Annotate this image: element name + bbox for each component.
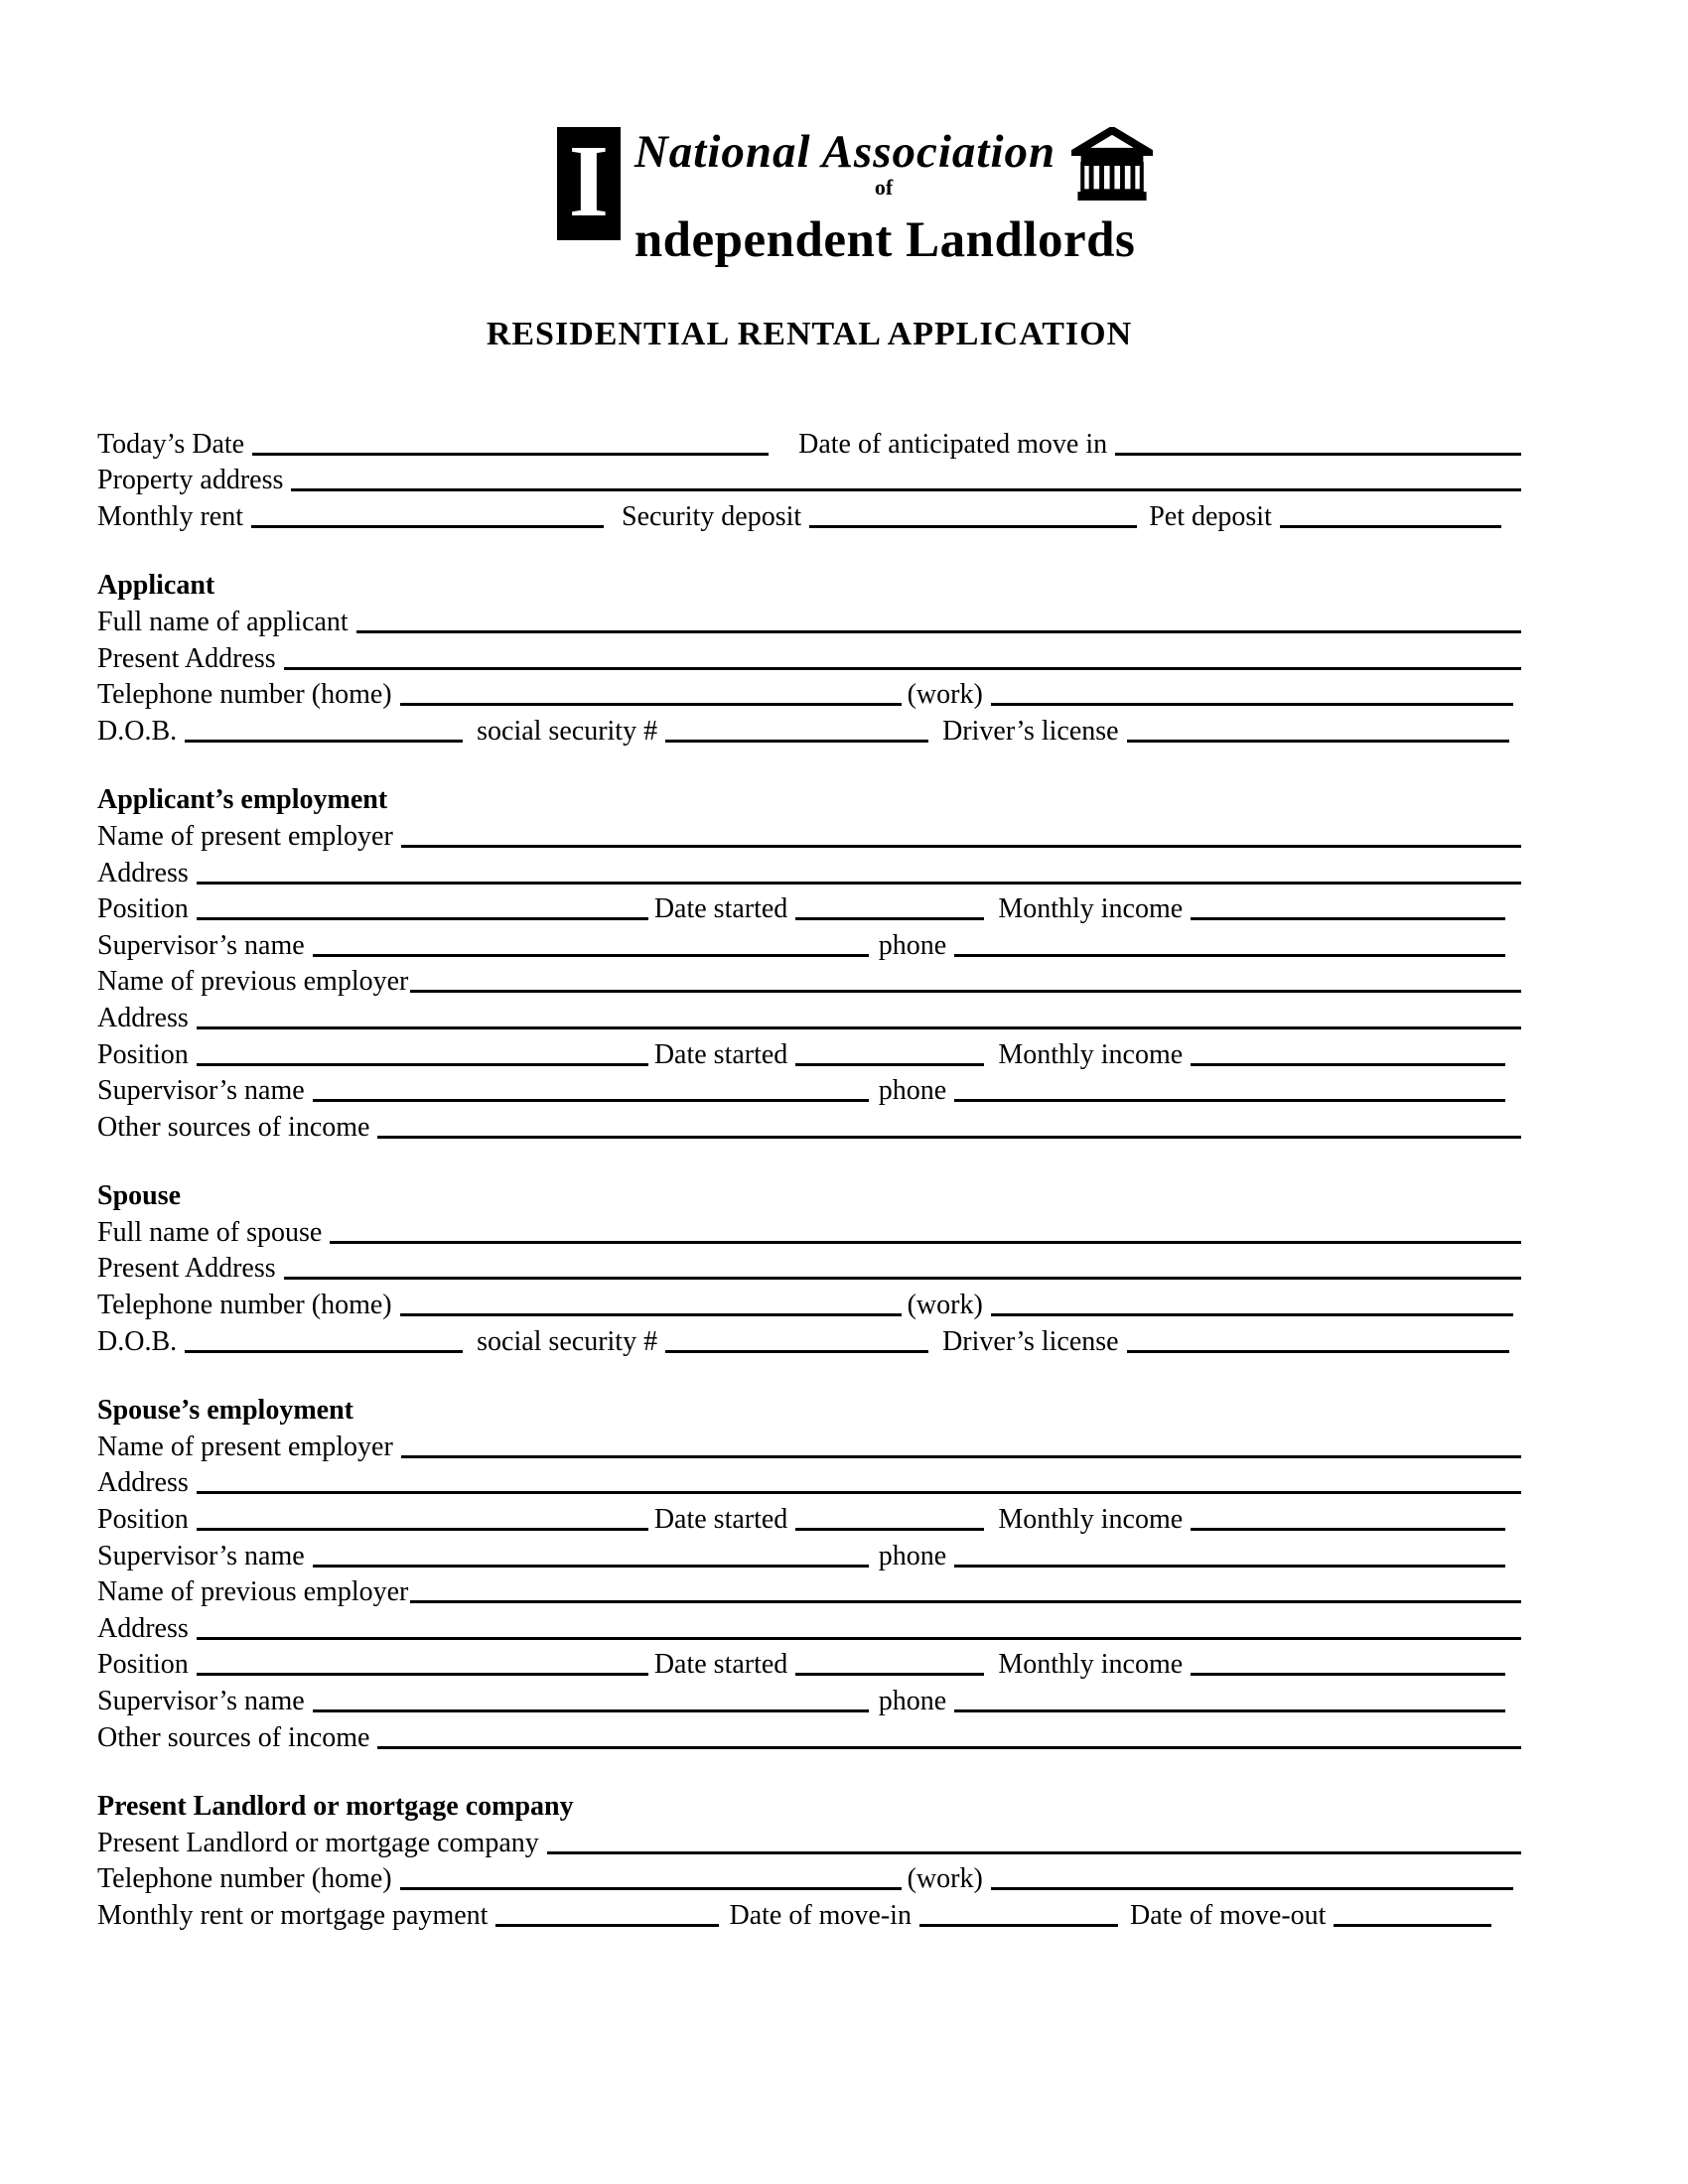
applicant-prev-position-field[interactable] [197, 1054, 648, 1066]
logo-of: of [874, 175, 894, 200]
form-row [97, 963, 1521, 1000]
applicant-prev-date-started-field[interactable] [795, 1054, 984, 1066]
security-deposit-field[interactable] [809, 516, 1137, 528]
applicant-supervisor-field[interactable] [313, 945, 869, 957]
applicant-previous-employer-field[interactable] [410, 981, 1521, 993]
form-row [97, 1108, 1521, 1145]
anticipated-move-in-field[interactable] [1115, 444, 1521, 456]
spouse-supervisor-phone-label: phone [878, 1540, 947, 1571]
monthly-rent-field[interactable] [251, 516, 604, 528]
form-row [97, 676, 1521, 713]
applicant-supervisor-label: Supervisor’s name [97, 929, 305, 961]
spouse-dob-label: D.O.B. [97, 1325, 178, 1357]
pet-deposit-field[interactable] [1280, 516, 1501, 528]
applicant-prev-supervisor-phone-field[interactable] [954, 1090, 1505, 1102]
applicant-prev-employer-address-label: Address [97, 1002, 189, 1033]
landlord-company-label: Present Landlord or mortgage company [97, 1827, 539, 1858]
applicant-drivers-license-field[interactable] [1127, 731, 1509, 743]
spouse-prev-position-label: Position [97, 1649, 189, 1681]
spouse-phone-home-field[interactable] [400, 1304, 902, 1316]
rental-application-form [97, 425, 1521, 1933]
form-row [97, 1718, 1521, 1755]
applicant-other-income-field[interactable] [377, 1127, 1521, 1139]
applicant-phone-work-label: (work) [907, 679, 983, 711]
logo-initial: I [568, 124, 610, 238]
logo-name-bottom: ndependent Landlords [633, 212, 1136, 268]
form-row [97, 1250, 1521, 1287]
applicant-monthly-income-label: Monthly income [998, 893, 1184, 925]
property-address-field[interactable] [291, 479, 1521, 491]
applicant-ssn-label: social security # [477, 715, 658, 747]
spouse-prev-supervisor-label: Supervisor’s name [97, 1686, 305, 1716]
form-row [97, 712, 1521, 749]
landlord-company-field[interactable] [547, 1843, 1521, 1854]
applicant-dob-label: D.O.B. [97, 715, 178, 747]
spouse-prev-date-started-field[interactable] [795, 1664, 984, 1676]
landlord-monthly-payment-label: Monthly rent or mortgage payment [97, 1899, 489, 1931]
anticipated-move-in-label: Date of anticipated move in [798, 428, 1108, 460]
spouse-position-label: Position [97, 1504, 189, 1536]
spouse-other-income-label: Other sources of income [97, 1721, 370, 1753]
form-row [97, 1609, 1521, 1646]
landlord-phone-home-field[interactable] [400, 1878, 902, 1890]
spouse-drivers-license-field[interactable] [1127, 1341, 1509, 1353]
applicant-present-employer-label: Name of present employer [97, 820, 393, 852]
todays-date-label: Today’s Date [97, 428, 245, 460]
spouse-full-name-field[interactable] [330, 1232, 1521, 1244]
form-row [97, 926, 1521, 963]
spouse-phone-home-label: Telephone number (home) [97, 1290, 392, 1321]
spouse-prev-supervisor-phone-label: phone [878, 1686, 947, 1716]
form-row [97, 1464, 1521, 1501]
monthly-rent-label: Monthly rent [97, 500, 243, 532]
spouse-other-income-field[interactable] [377, 1737, 1521, 1749]
applicant-full-name-label: Full name of applicant [97, 606, 349, 637]
logo [0, 124, 1688, 268]
form-row [97, 1537, 1521, 1573]
applicant-date-started-label: Date started [653, 893, 788, 925]
applicant-present-address-field[interactable] [284, 658, 1521, 670]
applicant-prev-position-label: Position [97, 1038, 189, 1070]
applicant-position-field[interactable] [197, 908, 648, 920]
form-row [97, 781, 1521, 818]
form-row [97, 1428, 1521, 1464]
spouse-present-employer-field[interactable] [401, 1446, 1521, 1458]
applicant-section-heading: Applicant [97, 570, 215, 602]
applicant-position-label: Position [97, 893, 189, 925]
logo-lockup [557, 124, 1153, 268]
form-row [97, 1788, 1521, 1825]
spouse-previous-employer-field[interactable] [410, 1591, 1521, 1603]
applicant-prev-supervisor-label: Supervisor’s name [97, 1075, 305, 1107]
applicant-monthly-income-field[interactable] [1191, 908, 1505, 920]
spouse-position-field[interactable] [197, 1519, 648, 1531]
spouse-present-address-field[interactable] [284, 1268, 1521, 1280]
form-row [97, 1860, 1521, 1897]
applicant-supervisor-phone-field[interactable] [954, 945, 1505, 957]
form-row [97, 1682, 1521, 1718]
applicant-ssn-field[interactable] [665, 731, 928, 743]
spouse-prev-employer-address-field[interactable] [197, 1628, 1521, 1640]
applicant-phone-home-field[interactable] [400, 694, 902, 706]
form-row [97, 1213, 1521, 1250]
spouse-prev-employer-address-label: Address [97, 1612, 189, 1644]
spouse-supervisor-phone-field[interactable] [954, 1556, 1505, 1568]
landlord-phone-work-field[interactable] [991, 1878, 1513, 1890]
spouse-dob-field[interactable] [185, 1341, 463, 1353]
spouse-prev-position-field[interactable] [197, 1664, 648, 1676]
form-row [97, 1286, 1521, 1322]
spouse-employment-section-heading: Spouse’s employment [97, 1395, 353, 1427]
landlord-section-heading: Present Landlord or mortgage company [97, 1791, 574, 1823]
spouse-drivers-license-label: Driver’s license [942, 1325, 1119, 1357]
form-row [97, 1573, 1521, 1610]
spouse-previous-employer-label: Name of previous employer [97, 1576, 409, 1608]
landlord-move-out-label: Date of move-out [1129, 1899, 1327, 1931]
logo-text [634, 127, 1153, 266]
form-row [97, 497, 1521, 534]
landlord-move-in-label: Date of move-in [729, 1899, 912, 1931]
applicant-prev-supervisor-field[interactable] [313, 1090, 869, 1102]
form-row [97, 567, 1521, 604]
spouse-prev-monthly-income-label: Monthly income [998, 1649, 1184, 1681]
applicant-prev-monthly-income-label: Monthly income [998, 1038, 1184, 1070]
form-row [97, 1322, 1521, 1359]
landlord-phone-work-label: (work) [907, 1863, 983, 1895]
landlord-monthly-payment-field[interactable] [495, 1915, 719, 1927]
applicant-prev-monthly-income-field[interactable] [1191, 1054, 1505, 1066]
form-row [97, 1824, 1521, 1860]
spouse-phone-work-label: (work) [907, 1290, 983, 1321]
form-row [97, 425, 1521, 462]
form-row [97, 1177, 1521, 1214]
spouse-present-employer-label: Name of present employer [97, 1431, 393, 1462]
spouse-full-name-label: Full name of spouse [97, 1216, 323, 1248]
spouse-prev-supervisor-phone-field[interactable] [954, 1701, 1505, 1712]
property-address-label: Property address [97, 465, 284, 496]
spouse-prev-monthly-income-field[interactable] [1191, 1664, 1505, 1676]
form-row [97, 999, 1521, 1035]
form-row [97, 1035, 1521, 1072]
applicant-previous-employer-label: Name of previous employer [97, 966, 409, 998]
form-row [97, 603, 1521, 639]
applicant-employer-address-label: Address [97, 857, 189, 888]
spouse-monthly-income-label: Monthly income [998, 1504, 1184, 1536]
form-row [97, 1392, 1521, 1429]
form-row [97, 854, 1521, 890]
applicant-supervisor-phone-label: phone [878, 929, 947, 961]
landlord-move-in-field[interactable] [919, 1915, 1118, 1927]
applicant-prev-date-started-label: Date started [653, 1038, 788, 1070]
applicant-employer-address-field[interactable] [197, 873, 1521, 885]
form-row [97, 1896, 1521, 1933]
landlord-phone-home-label: Telephone number (home) [97, 1863, 392, 1895]
applicant-prev-supervisor-phone-label: phone [878, 1075, 947, 1107]
spouse-employer-address-field[interactable] [197, 1482, 1521, 1494]
applicant-phone-work-field[interactable] [991, 694, 1513, 706]
page-title: RESIDENTIAL RENTAL APPLICATION [486, 316, 1133, 352]
form-row [97, 890, 1521, 927]
applicant-present-address-label: Present Address [97, 642, 276, 674]
applicant-other-income-label: Other sources of income [97, 1111, 370, 1143]
applicant-employment-section-heading: Applicant’s employment [97, 784, 388, 816]
security-deposit-label: Security deposit [622, 500, 802, 532]
form-row [97, 1072, 1521, 1109]
applicant-date-started-field[interactable] [795, 908, 984, 920]
logo-i-mark [557, 124, 621, 240]
spouse-ssn-field[interactable] [665, 1341, 928, 1353]
logo-name-top: National Association [633, 126, 1056, 178]
todays-date-field[interactable] [252, 444, 769, 456]
pet-deposit-label: Pet deposit [1149, 500, 1272, 532]
form-row [97, 1500, 1521, 1537]
form-row [97, 639, 1521, 676]
spouse-section-heading: Spouse [97, 1180, 182, 1212]
form-row [97, 1646, 1521, 1683]
spouse-prev-supervisor-field[interactable] [313, 1701, 869, 1712]
spouse-prev-date-started-label: Date started [653, 1649, 788, 1681]
applicant-present-employer-field[interactable] [401, 836, 1521, 848]
applicant-full-name-field[interactable] [356, 621, 1521, 633]
landlord-move-out-field[interactable] [1334, 1915, 1491, 1927]
spouse-employer-address-label: Address [97, 1467, 189, 1499]
applicant-dob-field[interactable] [185, 731, 463, 743]
spouse-date-started-label: Date started [653, 1504, 788, 1536]
applicant-phone-home-label: Telephone number (home) [97, 679, 392, 711]
spouse-supervisor-field[interactable] [313, 1556, 869, 1568]
spouse-supervisor-label: Supervisor’s name [97, 1540, 305, 1571]
spouse-monthly-income-field[interactable] [1191, 1519, 1505, 1531]
spouse-phone-work-field[interactable] [991, 1304, 1513, 1316]
classical-building-icon [1071, 127, 1153, 201]
form-row [97, 462, 1521, 498]
spouse-present-address-label: Present Address [97, 1253, 276, 1285]
applicant-drivers-license-label: Driver’s license [942, 715, 1119, 747]
applicant-prev-employer-address-field[interactable] [197, 1018, 1521, 1029]
form-row [97, 817, 1521, 854]
spouse-date-started-field[interactable] [795, 1519, 984, 1531]
spouse-ssn-label: social security # [477, 1325, 658, 1357]
